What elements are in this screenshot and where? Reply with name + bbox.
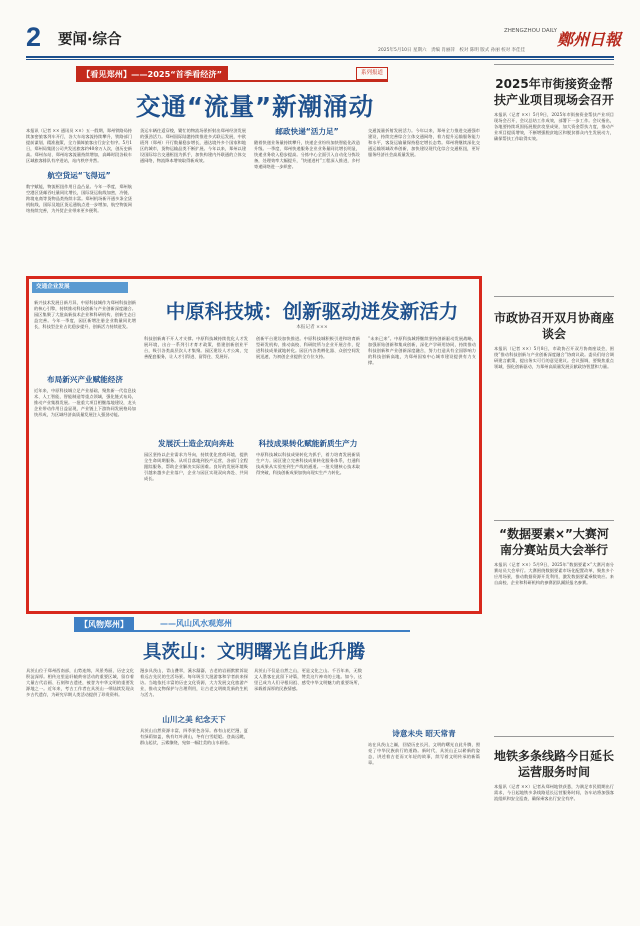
bottom-article-col1: 具茨山位于郑州西南部，山势连绵，风景秀丽，历史文化积淀深厚。相传这里是轩辕黄帝活动的重要区域，留存着大量古代岩画、石刻和古遗迹，被誉为中华文明的重要发源地之一。近年来，考古工作者在具茨山一带陆续发现众多古代遗存，为研究早期人类活动提供了珍贵资料。 <box>26 668 134 698</box>
mid-article-tag: 交通企业发展 <box>32 282 128 293</box>
mid-article-col2-subhead: 发展沃土造企双向奔赴 <box>158 439 234 448</box>
right-story4-title: 地铁多条线路今日延长运营服务时间 <box>494 749 615 779</box>
mid-article-col3-subhead: 科技成果转化赋能新质生产力 <box>258 439 358 448</box>
header-rule <box>26 56 614 58</box>
section-label: 要闻·综合 <box>58 32 122 48</box>
top-article-col1: 本报讯（记者 ×× 通讯员 ××）五一假期，郑州铁路局持续加密旅客列车开行，各大车站客流持续攀升，铁路部门提前谋划、精准施策，全力保障旅客出行安全有序。5月1日，郑州局集团公司共发送旅客约40余万人次，创历史新高。郑州东站、郑州站客流量持续增加，高峰时段各候车区域旅客排队有序进站，站内秩序井然。 <box>26 128 132 164</box>
banner-tag: 【风物郑州】 <box>74 617 134 632</box>
date-line: 2025年5月10日 星期六 责编 肖丽萍 校对 陈明 版式 孙丽 校对 李佳佳 <box>378 48 526 53</box>
right-divider <box>494 64 614 65</box>
page-header <box>0 0 640 62</box>
top-article-col4: 交通流量折射发展活力。今年以来，郑州全力推进交通强市建设，持续完善综合立体交通网络，着力提升运输服务能力和水平，客货运输量保持稳定增长态势。郑州将继续深化交通运输领域改革创新，加快建设现代化综合交通枢纽，更好服务经济社会高质量发展。 <box>368 128 480 158</box>
mid-article-col2: 科技创新离不开人才支撑。中原科技城持续优化人才发展环境，出台一系列引才育才政策，搭建创新创业平台，吸引各类高层次人才集聚。园区建设人才公寓，完善配套服务，让人才引得进、留得住、发展好。 <box>144 336 248 360</box>
bottom-article-col2-subhead: 山川之美 纪念天下 <box>162 715 226 724</box>
page-number: 2 <box>26 22 42 52</box>
masthead-logo: 鄭州日報 <box>557 30 622 49</box>
mid-article-col2b: 园区坚持以企业需求为导向，持续优化营商环境，提供全生命周期服务。从项目落地到投产运营，各部门全程跟踪服务，帮助企业解决实际困难。良好的发展环境吸引越来越多企业落户，企业与园区实现双向奔赴、共同成长。 <box>144 452 248 482</box>
bottom-article-col2: 漫步具茨山，青山叠翠，溪水潺潺，古老的岩画默默诉说着远古先民的生活场景。每年吸引大批游客和学者前来探访。当地依托丰富的历史文化资源，大力发展文化旅游产业，推动文物保护与合理利用，让古老文明焕发新的生机与活力。 <box>140 668 248 698</box>
mid-article-col1-subhead: 布局新兴产业赋能经济 <box>47 375 123 384</box>
banner-series-badge: 系列报道 <box>356 67 388 80</box>
right-story3-title: “数据要素×”大赛河南分赛站员大会举行 <box>499 527 609 557</box>
right-story1-title: 2025年市街接资金帮扶产业项目现场会召开 <box>494 77 615 107</box>
right-story3-body: 本报讯（记者 ××）5月9日，2025年“数据要素×”大赛河南分赛站员大会举行。大赛围绕数据要素市场化配置改革，聚焦多个应用场景，推动数据资源开发利用，激发数据要素乘数效应。来自高校、企业和科研机构的参赛团队踊跃报名参赛。 <box>494 562 614 586</box>
right-story2-body: 本报讯（记者 ××）5月8日，市政协召开双月协商座谈会，围绕“推动科技创新与产业创新深度融合”协商议政。委员们结合调研建言献策，提出务实可行的意见建议。会议强调，要聚焦重点领域，强化创新驱动，为郑州高质量发展贡献政协智慧和力量。 <box>494 346 614 370</box>
bottom-article-col4: 站在具茨山之巅，回望历史长河，文明的曙光自此升腾，照亮了中华民族前行的道路。新时代，具茨山正以崭新的姿态，讲述着古老而又年轻的故事，续写着文明传承的新篇章。 <box>368 742 480 766</box>
top-article-title: 交通“流量”新潮涌动 <box>135 92 375 121</box>
bottom-article-title: 具茨山：文明曙光自此升腾 <box>142 642 365 663</box>
right-story2-title: 市政协召开双月协商座谈会 <box>494 311 615 341</box>
right-story1-body: 本报讯（记者 ××）5月9日，2025年市街接资金帮扶产业项目现场会召开，会议总结工作成效，部署下一步工作。会议指出，各地要持续巩固拓展脱贫攻坚成果，加大资金帮扶力度，推动产业项目提质增效，不断增强脱贫地区和脱贫群众内生发展动力，确保帮扶工作取得实效。 <box>494 112 614 142</box>
top-article-col3: 随着快递业务量持续攀升，快递企业纷纷加快智能化改造升级。一季度，郑州快递服务企业业务量同比增长明显，快递业务收入稳步提高。分拣中心全面引入自动化分拣设备，处理效率大幅提升，“快递进村”工程深入推进，乡村寄递网络进一步织密。 <box>254 140 360 170</box>
mid-article-col4: “未来已来”。中原科技城将继续坚持创新驱动发展战略，加强原始创新和集成创新，深化产学研用协同，持续推动科技创新和产业创新深度融合，努力打造具有全国影响力的科技创新高地，为郑州国家中心城市建设提供有力支撑。 <box>368 336 476 366</box>
top-article-col1b: 数字赋能，物流枢纽作用日益凸显。今年一季度，郑州航空港区货邮吞吐量同比增长，国际货运航线加密，冷链、跨境电商等货物品类持续丰富。郑州机场新开通多条全货机航线，国际及地区货运通航点进一步增加，航空物流网络持续完善，为外贸企业带来更多便利。 <box>26 184 132 214</box>
right-divider <box>494 736 614 737</box>
mid-article-col1: 新兴技术发展日新月异，中原科技城作为郑州科技创新的核心引擎，持续推动科技创新与产业创新深度融合。园区集聚了大批高新技术企业和科研机构，创新生态日益完善。今年一季度，园区新增注册企业数量同比增长，科技型企业占比稳步提升，创新活力持续迸发。 <box>34 300 136 330</box>
mid-article-col1b: 近年来，中原科技城立足产业基础，聚焦新一代信息技术、人工智能、智能制造等重点领域，强化链式布局，推动产业集群发展。一批重大项目相继落地建设，龙头企业带动作用日益显现，产业链上下游协同发展格局加快形成，为区域经济高质量发展注入强劲动能。 <box>34 388 136 418</box>
right-divider <box>494 520 614 521</box>
mid-article-col3b: 中原科技城以科技成果转化为抓手，着力培育发展新质生产力。园区建立完善科技成果转化服务体系，打通科技成果从实验室到生产线的通道。一批关键核心技术取得突破，科技创新成果加快向现实生产力转化。 <box>256 452 360 476</box>
top-article-banner <box>76 66 388 82</box>
bottom-article-col3: 具茨山不仅是自然之山，更是文化之山。千百年来，无数文人墨客在此留下诗篇，赞美这片神奇的土地。如今，这里已成为人们寻根问祖、感受中华文明魅力的重要场所，承载着深厚的民族情感。 <box>254 668 362 692</box>
right-divider <box>494 296 614 297</box>
mid-article-col3: 创新平台建设加快推进。中原科技城积极引进和培育新型研发机构，推动高校、科研院所与企业开展合作，促进科技成果就地转化。园区内各类孵化器、众创空间发展迅速，为初创企业提供全方位支持。 <box>256 336 360 360</box>
bottom-article-banner <box>74 617 410 632</box>
banner-tag: 【看见郑州】——2025“首季看经济” <box>76 66 228 82</box>
mid-article-byline: 本报记者 ××× <box>296 325 328 330</box>
bottom-article-col2b: 具茨山自然资源丰富，四季景色各异。春有山花烂漫，夏有绿荫如盖，秋有红叶满山，冬有白雪皑皑。登高远眺，群山起伏，云雾缭绕，宛如一幅壮美的山水画卷。 <box>140 728 248 746</box>
top-article-col3-subhead: 邮政快递“活力足” <box>275 127 339 136</box>
top-article-col1-subhead: 航空货运“飞得远” <box>47 171 111 180</box>
banner-subtitle: ——风山风水观郑州 <box>160 619 232 628</box>
right-story4-body: 本报讯（记者 ××）记者从郑州地铁获悉，为满足市民假期出行需求，今日起地铁多条线路延长运营服务时间，各车站将加强客流组织和安全巡查，确保乘客出行安全有序。 <box>494 784 614 802</box>
header-rule-thin <box>26 59 614 60</box>
mid-article-title: 中原科技城：创新驱动迸发新活力 <box>165 300 459 323</box>
top-article-col2: 货运车辆往返穿梭，繁忙的物流场景折射出郑州经济发展的强劲活力。郑州国际陆港持续推进多式联运发展，中欧班列（郑州）开行数量稳步增长，通达境外多个国家和地区的城市，货物运输品类不断扩展。今年以来，郑州以建设国际综合交通枢纽为抓手，加快构建内外联通的立体交通网络，物流降本增效取得新成效。 <box>140 128 246 164</box>
masthead-domain: ZHENGZHOU DAILY <box>504 28 557 34</box>
bottom-article-col4-subhead: 诗意未央 昭天常青 <box>392 729 456 738</box>
